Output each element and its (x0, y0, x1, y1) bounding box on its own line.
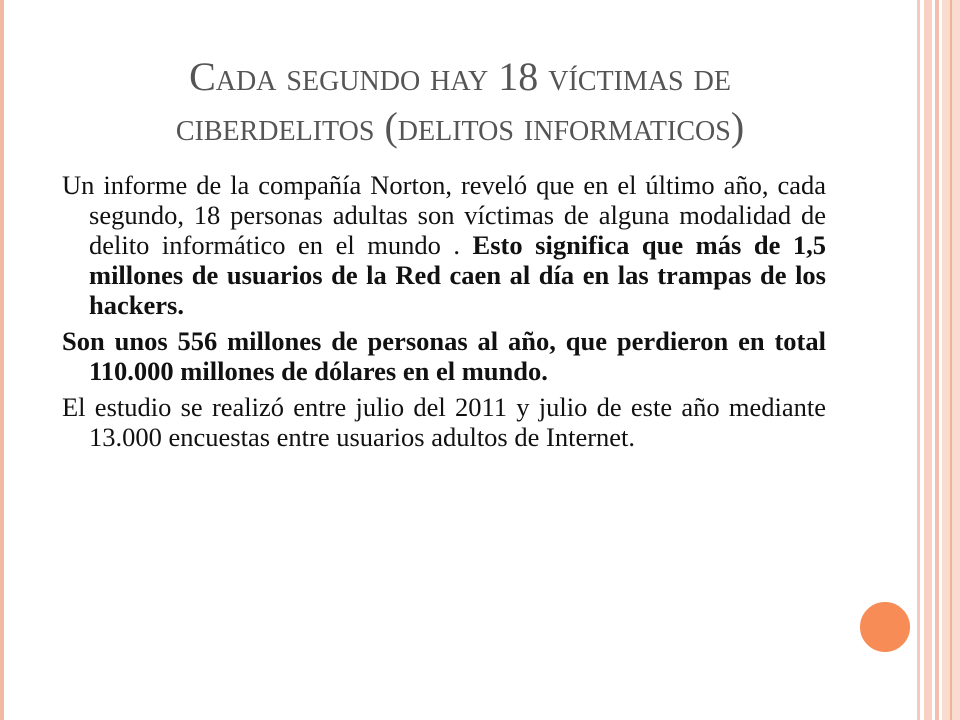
paragraph-bold-text: Son unos 556 millones de personas al año, que perdieron en total 110.000 millones de dólares en el mundo. (62, 326, 826, 386)
slide-title (60, 52, 860, 152)
decor-stripe (950, 0, 952, 720)
title-line-1: Cada segundo hay 18 víctimas de (189, 54, 731, 99)
orange-circle-decoration (857, 599, 913, 655)
paragraph-losses (62, 326, 826, 386)
decor-stripe (917, 0, 920, 720)
paragraph-norton-report (62, 170, 826, 320)
decor-stripe (924, 0, 932, 720)
paragraph-text: Un informe de la compañía Norton, reveló que en el último año, cada segundo, 18 personas adultas son víctimas de alguna modalidad de delito informático en el mundo . (62, 170, 826, 260)
decor-stripe (935, 0, 939, 720)
paragraph-text: El estudio se realizó entre julio del 2011 y julio de este año mediante 13.000 encuestas entre usuarios adultos de Internet. (62, 392, 826, 452)
left-border-stripe (0, 0, 4, 720)
paragraph-study (62, 392, 826, 452)
title-line-2: ciberdelitos (delitos informaticos) (175, 104, 745, 149)
paragraph-bold-text: Esto significa que más de 1,5 millones de usuarios de la Red caen al día en las trampas de los hackers. (89, 230, 826, 320)
slide-body (62, 170, 826, 458)
